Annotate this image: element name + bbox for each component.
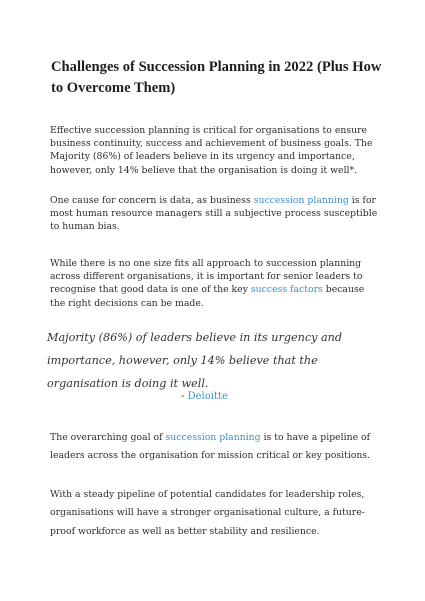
succession-planning-link[interactable]: succession planning: [165, 432, 261, 443]
pipeline-paragraph: With a steady pipeline of potential candidates for leadership roles, organisations will have a stronger organisational culture, a future-proof workforce as well as better stability and resilience.: [50, 489, 365, 537]
deloitte-link[interactable]: Deloitte: [187, 391, 228, 402]
paragraph-text: is to have a pipeline of leaders across the organisation for mission critical or key positions.: [50, 432, 371, 462]
attribution-dash: -: [181, 391, 188, 402]
paragraph-text: While there is no one size fits all approach to succession planning across different organisations, it is important for senior leaders to recognise that good data is one of the key: [50, 258, 363, 296]
paragraph-text: The overarching goal of: [50, 432, 166, 443]
paragraph-text: is for most human resource managers still a subjective process susceptible to human bias.: [50, 195, 378, 233]
paragraph-text: because the right decisions can be made.: [50, 284, 365, 309]
overarching-goal-paragraph: [50, 429, 380, 466]
paragraph-text: One cause for concern is data, as business: [50, 195, 254, 206]
quote-attribution: [181, 390, 228, 404]
succession-planning-link[interactable]: succession planning: [253, 195, 349, 206]
pull-quote: Majority (86%) of leaders believe in its urgency and importance, however, only 14% believe that the organisation is doing it well.: [47, 331, 342, 390]
good-data-paragraph: [50, 257, 380, 310]
article-title: Challenges of Succession Planning in 2022 (Plus How to Overcome Them): [51, 59, 382, 96]
data-concern-paragraph: [50, 194, 380, 234]
intro-paragraph: Effective succession planning is critical for organisations to ensure business continuity, success and achievement of business goals. The Majority (86%) of leaders believe in its urgency and importance, however, only 14% believe that the organisation is doing it well*.: [50, 125, 373, 176]
success-factors-link[interactable]: success factors: [250, 284, 323, 296]
